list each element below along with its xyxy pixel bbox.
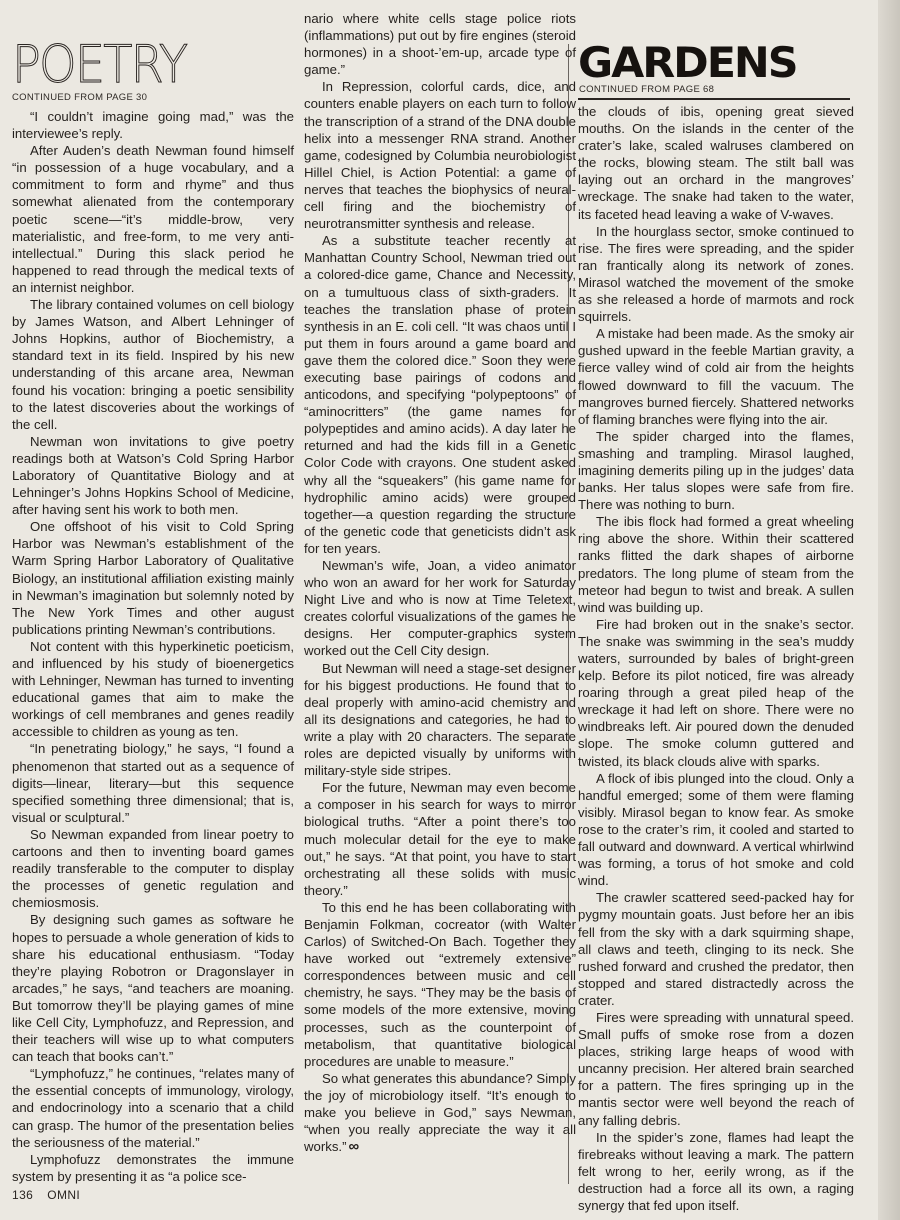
paragraph: Newman won invitations to give poetry readings both at Watson’s Cold Spring Harbor Laboratory of Quantitative Biology and at Lehninger’s Johns Hopkins School of Medicine, after having sent his work to both men. [12,433,294,518]
paragraph: Fire had broken out in the snake’s sector. The snake was swimming in the sea’s muddy waters, surrounded by bales of bright-green kelp. Before its pilot noticed, fire was already roaring through a great piled heap of the wreckage it had left on shore. There were no windbreaks left. Air poured down the denuded slope. The smoke column guttered and twisted, its black clouds alive with sparks. [578,616,854,769]
paragraph: In the hourglass sector, smoke continued to rise. The fires were spreading, and the spider ran frantically along its network of zones. Mirasol watched the movement of the smoke as she released a horde of marmots and rock squirrels. [578,223,854,325]
page-edge [878,0,900,1220]
paragraph: A flock of ibis plunged into the cloud. Only a handful emerged; some of them were flaming visibly. Mirasol began to know fear. As smoke rose to the crater’s rim, it cooled and started to fall outward and downward. A vertical whirlwind was forming, a torus of hot smoke and cold wind. [578,770,854,889]
paragraph: “In penetrating biology,” he says, “I found a phenomenon that started out as a sequence of digits—linear, literary—but this sequence specified something three dimensional; that is, visual or sculptural.” [12,741,294,825]
magazine-name: OMNI [47,1188,81,1202]
paragraph: Not content with this hyperkinetic poeticism, and influenced by his study of bioenergetics with Lehninger, Newman has turned to inventing educational games that aim to make the workings of cell membranes and genes readily accessible to children as young as ten. [12,638,294,740]
paragraph: Fires were spreading with unnatural speed. Small puffs of smoke rose from a dozen places, striking large heaps of wood with uncanny precision. Her altered brain searched for a pattern. The fires springing up in the mantis sector were well beyond the reach of any falling debris. [578,1009,854,1128]
paragraph: By designing such games as software he hopes to persuade a whole generation of kids to share his educational enthusiasm. “Today they’re playing Robotron or Dragonslayer in arcades,” he says, “and teachers are moaning. But tomorrow they’ll be playing games of mine like Cell City, Lymphofuzz, and Repression, and their teachers will wise up to what computers can teach that books can’t.” [12,912,294,1065]
column-a [12,108,294,1185]
poetry-continued-label: CONTINUED FROM PAGE 30 [12,92,148,103]
paragraph: One offshoot of his visit to Cold Spring Harbor was Newman’s establishment of the Warm Spring Harbor Laboratory of Qualitative Biology, an institutional affiliation existing mainly in Newman’s imagination but solemnly noted by The New York Times and other august publications printing Newman’s contributions. [12,519,294,637]
poetry-section-heading: POETRY [12,35,187,95]
paragraph: As a substitute teacher recently at Manhattan Country School, Newman tried out a colored-dice game, Chance and Necessity, on a tumultuous class of sixth-graders. It teaches the translation phase of protein synthesis in an E. coli cell. “It was chaos until I put them in fours around a game board and gave them the colored dice.” Soon they were executing base pairings of codons and anticodons, and specifying “polypeptoons” of “aminocritters” (the game names for polypeptides and amino acids). A day later he returned and had the kids fill in a Genetic Color Code with crayons. One student asked why all the “squeakers” (his game name for hydrophilic amino acids) were grouped together—a question regarding the structure of the genetic code that geneticists didn’t ask for ten years. [304,233,576,556]
gardens-continued-label: CONTINUED FROM PAGE 68 [579,84,715,95]
gardens-heading-rule [578,98,850,100]
paragraph: nario where white cells stage police riots (inflammations) put out by fire engines (steroid hormones) in a shoot-’em-up, arcade type of game.” [304,11,576,78]
paragraph: For the future, Newman may even become a composer in his search for ways to mirror biological truths. “After a point there’s too much molecular detail for the eye to make out,” he says. “At that point, you have to start orchestrating all these solids with music theory.” [304,780,576,898]
gardens-section-heading: GARDENS [578,38,797,87]
paragraph: But Newman will need a stage-set designer for his biggest productions. He found that to deal properly with amino-acid chemistry and all its designations and categories, he had to write a play with 20 characters. The separate roles are depicted visually by uniforms with military-style side stripes. [304,660,576,779]
paragraph: The crawler scattered seed-packed hay for pygmy mountain goats. Just before her an ibis fell from the sky with a dark squirming shape, all claws and teeth, clinging to its neck. She rushed forward and crushed the predator, then stopped and stared distractedly across the crater. [578,890,854,1008]
paragraph: In the spider’s zone, flames had leapt the firebreaks without leaving a mark. The pattern felt wrong to her, eerily wrong, as if the destruction had a force all its own, a raging synergy that fed upon itself. [578,1129,854,1213]
paragraph: The ibis flock had formed a great wheeling ring above the shore. Within their scattered ranks flitted the dark shapes of airborne predators. The long plume of steam from the meteor had begun to twist and break. A sullen wind was building up. [578,514,854,615]
paragraph: Newman’s wife, Joan, a video animator who won an award for her work for Saturday Night Live and who is now at Time Teletext, creates colorful visualizations of the games he designs. Her computer-graphics system worked out the Cell City design. [304,558,576,659]
paragraph: the clouds of ibis, opening great sieved mouths. On the islands in the center of the crater’s lake, scaled walruses clambered on the rocks, blowing steam. The stilt ball was laying out an orchard in the mangroves’ wreckage. The snake had taken to the water, its faceted head leaving a wake of V-waves. [578,104,854,222]
paragraph: Lymphofuzz demonstrates the immune system by presenting it as “a police sce- [12,1151,294,1184]
paragraph: The spider charged into the flames, smashing and trampling. Mirasol laughed, imagining demerits piling up in the judges’ data banks. Her talus slopes were safe from fire. There was nothing to burn. [578,428,854,513]
paragraph: So Newman expanded from linear poetry to cartoons and then to inventing board games readily transferable to the computer to display the processes of genetic regulation and chemiosmosis. [12,826,294,911]
paragraph: A mistake had been made. As the smoky air gushed upward in the feeble Martian gravity, a fierce valley wind of cold air from the heights flowed downward to fill the vacuum. The mangroves burned fiercely. Shattered networks of flaming branches were flying into the air. [578,326,854,427]
last-paragraph [304,1070,576,1155]
paragraph: To this end he has been collaborating with Benjamin Folkman, cocreator (with Walter Carlos) of Switched-On Bach. Together they have worked out “extremely extensive” correspondences between music and cell chemistry, he says. “They may be the basis of some models of the more extensive, moving processes, such as the counterpoint of metabolism, that quantitative biological procedures are unable to measure.” [304,899,576,1069]
paragraph: “I couldn’t imagine going mad,” was the interviewee’s reply. [12,109,294,142]
column-c [578,103,854,1214]
paragraph: “Lymphofuzz,” he continues, “relates many of the essential concepts of immunology, virology, and endocrinology into a scenario that a child can grasp. The humor of the presentation belies the seriousness of the material.” [12,1066,294,1150]
column-b [304,10,576,1155]
page-number: 136 [12,1188,34,1202]
paragraph: The library contained volumes on cell biology by James Watson, and Albert Lehninger of Johns Hopkins, author of Biochemistry, a standard text in its field. Inspired by his new understanding of this arcane area, Newman found his vocation: bringing a poetic sensibility to the latest discoveries about the workings of the cell. [12,297,294,432]
page-footer [12,1188,94,1202]
end-mark-icon: ∞ [348,1138,357,1156]
paragraph: After Auden’s death Newman found himself “in possession of a huge vocabulary, and a commitment to form and rhyme” and thus somewhat alienated from the contemporary poetic scene—“it’s middle-brow, very materialistic, and free-form, to me very anti-intellectual.” During this slack period he happened to read through the medical texts of an internist neighbor. [12,143,294,295]
paragraph-text: So what generates this abundance? Simply the joy of microbiology itself. “It’s enough to make you believe in God,” says Newman, “when you really appreciate the way it all works.” [304,1070,576,1155]
paragraph: In Repression, colorful cards, dice, and counters enable players on each turn to follow the transcription of a strand of the DNA double helix into a messenger RNA strand. Another game, codesigned by Columbia neurobiologist Hillel Chiel, is Action Potential: a game of nerves that teaches the biophysics of neural-cell firing and the biochemistry of neurotransmitter synthesis and release. [304,79,576,232]
